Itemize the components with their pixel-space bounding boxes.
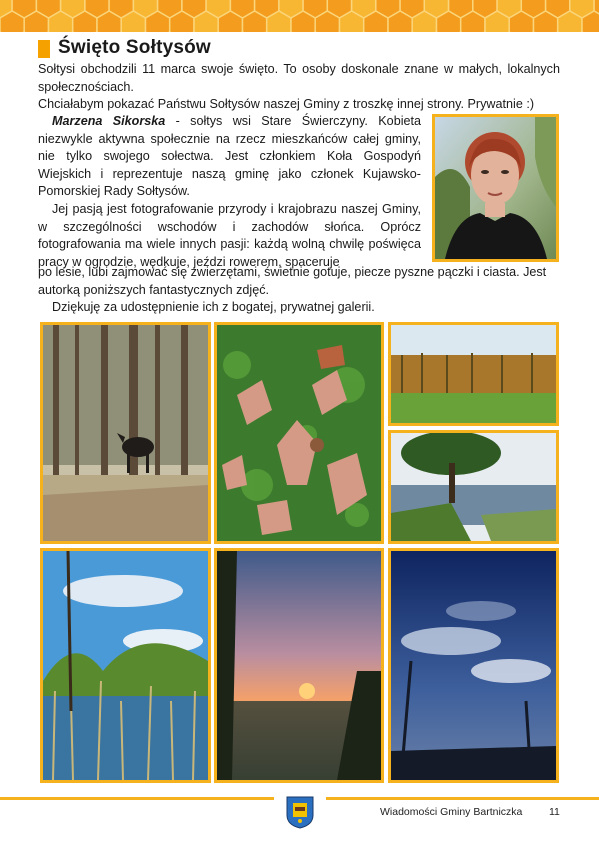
profile-text: - sołtys wsi Stare Świerczyny. Kobieta niezwykle aktywna społecznie na rzecz mieszkańców całej gminy, nie tylko swojego sołectwa. Jest członkiem Koła Gospodyń Wiejskich i reprezentuje naszą gminę jako członek Kujawsko-Pomorskiej Rady Sołtysów.	[38, 114, 421, 199]
publication-name: Wiadomości Gminy Bartniczka	[380, 806, 523, 818]
paragraph-invitation: Chciałabym pokazać Państwu Sołtysów naszej Gminy z troszkę innej strony. Prywatnie :)	[38, 97, 535, 111]
paragraph-profile	[38, 113, 421, 201]
photo-sunset	[214, 548, 384, 783]
photo-forest-meadow	[388, 322, 559, 426]
person-name: Marzena Sikorska	[52, 114, 166, 128]
paragraph-intro: Sołtysi obchodzili 11 marca swoje święto. To osoby doskonale znane w małych, lokalnych społecznościach.	[38, 62, 560, 94]
paragraph-passions-continued: po lesie, lubi zajmować się zwierzętami, świetnie gotuje, piecze pyszne pączki i ciasta. Jest autorką poniższych fantastycznych zdjęć.	[38, 265, 547, 297]
title-accent-bar	[38, 40, 50, 58]
page-title: Święto Sołtysów	[58, 37, 211, 58]
photo-lake-reeds	[40, 548, 211, 783]
portrait-photo	[432, 114, 559, 262]
paragraph-thanks: Dziękuję za udostępnienie ich z bogatej, prywatnej galerii.	[52, 300, 375, 314]
footer-rule-right	[326, 797, 599, 800]
footer-rule-left	[0, 797, 274, 800]
page-number: 11	[549, 806, 560, 818]
honeycomb-header-pattern	[0, 0, 599, 32]
municipality-crest-icon	[285, 795, 315, 829]
photo-evening-sky	[388, 548, 559, 783]
photo-moose-forest	[40, 322, 211, 544]
paragraph-passions: Jej pasją jest fotografowanie przyrody i krajobrazu naszej Gminy, w szczególności wschodów i zachodów słońca. Oprócz fotografowania ma wiele innych pasji: każdą wolną chwilę poświęca pracy w ogrodzie, wędkuje, jeździ rowerem, spaceruje	[38, 202, 421, 269]
photo-lake-pier	[388, 430, 559, 544]
photo-autumn-leaves	[214, 322, 384, 544]
